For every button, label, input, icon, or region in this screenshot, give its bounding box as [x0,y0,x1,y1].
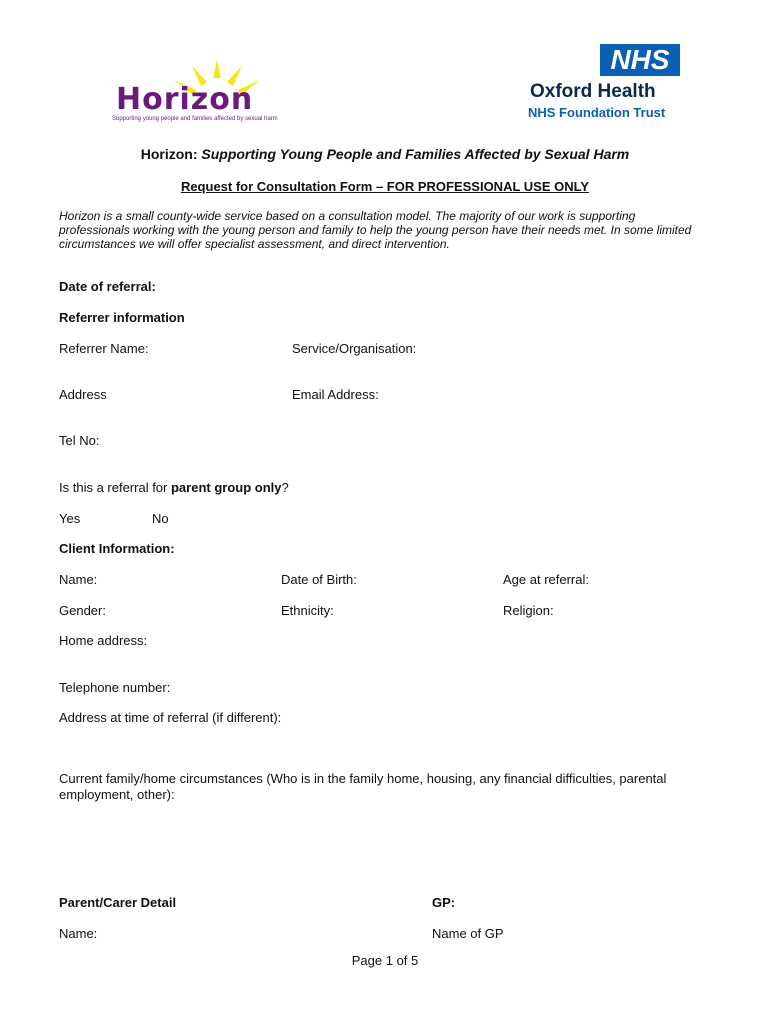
horizon-tagline: Supporting young people and families affected by sexual harm [112,116,278,122]
no-option: No [152,511,169,526]
address-at-referral-label: Address at time of referral (if different): [59,710,282,725]
nhs-badge: NHS [600,44,680,76]
parent-question-bold: parent group only [170,480,282,495]
client-info-heading: Client Information: [59,541,175,556]
intro-paragraph: Horizon is a small county-wide service based on a consultation model. The majority of our work is supporting professionals working with the young person and family to help the young person have their needs met. In some limited circumstances we will offer specialist assessment, and direct intervention. [59,209,692,251]
referrer-info-heading: Referrer information [59,310,185,325]
gp-name-label: Name of GP [432,926,504,941]
home-address-label: Home address: [59,633,148,648]
parent-question-pre: Is this a referral for [59,480,171,495]
form-title: Request for Consultation Form – FOR PROFESSIONAL USE ONLY [180,179,590,194]
client-name-label: Name: [59,572,98,587]
telephone-label: Telephone number: [59,680,171,695]
horizon-logo-text: Horizon [116,82,254,117]
parent-name-label: Name: [59,926,98,941]
email-label: Email Address: [292,387,379,402]
tel-label: Tel No: [59,433,100,448]
ethnicity-label: Ethnicity: [281,603,334,618]
nhs-logo [528,44,688,124]
gp-heading: GP: [432,895,456,910]
gender-label: Gender: [59,603,106,618]
parent-group-question [59,480,289,495]
page-footer: Page 1 of 5 [351,953,419,968]
age-label: Age at referral: [503,572,589,587]
yes-option: Yes [59,511,81,526]
dob-label: Date of Birth: [281,572,357,587]
circumstances-label: Current family/home circumstances (Who is in the family home, housing, any financial difficulties, parental employment, other): [59,771,667,802]
parent-carer-heading: Parent/Carer Detail [59,895,177,910]
page-heading [0,146,770,162]
religion-label: Religion: [503,603,554,618]
referrer-name-label: Referrer Name: [59,341,149,356]
heading-lead: Horizon: [140,146,198,162]
nhs-trust-name: NHS Foundation Trust [528,105,666,120]
service-org-label: Service/Organisation: [292,341,417,356]
address-label: Address [59,387,107,402]
date-of-referral-label: Date of referral: [59,279,156,294]
nhs-org-name: Oxford Health [530,81,656,102]
parent-question-post: ? [281,480,289,495]
horizon-logo [112,58,312,128]
heading-rest: Supporting Young People and Families Affected by Sexual Harm [197,146,630,162]
